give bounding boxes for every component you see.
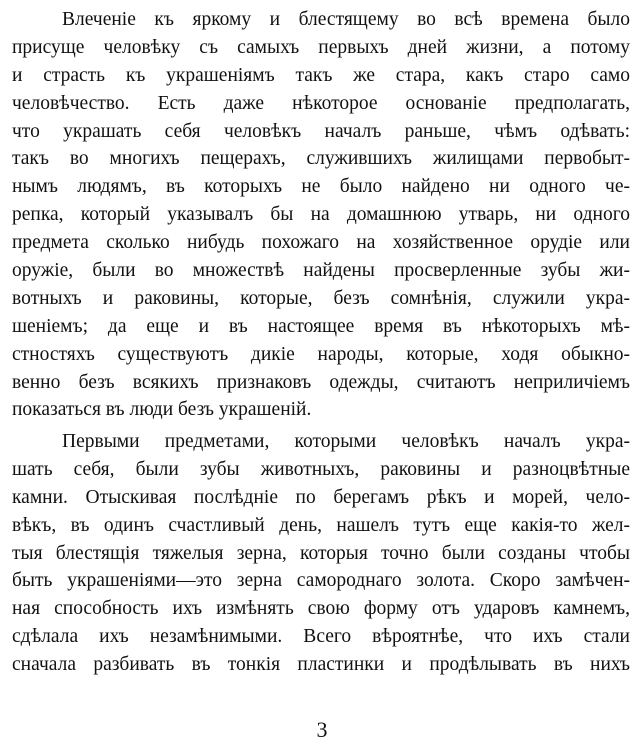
text-line: стностяхъ существуютъ дикіе народы, которые, ходя обыкно- — [12, 343, 630, 365]
text-line: ная способность ихъ измѣнять свою форму отъ ударовъ камнемъ, — [12, 598, 630, 620]
paragraph-1 — [12, 6, 630, 424]
page-number: 3 — [316, 717, 328, 742]
paragraph-2 — [12, 428, 630, 679]
text-line: репка, который указывалъ бы на домашнюю утварь, ни одного — [12, 204, 630, 226]
text-line: венно безъ всякихъ признаковъ одежды, считаютъ неприличіемъ — [12, 371, 630, 393]
text-line: быть украшеніями—это зерна самороднаго золота. Скоро замѣчен- — [12, 570, 630, 592]
text-line: предмета сколько нибудь похожаго на хозяйственное орудіе или — [12, 232, 630, 254]
text-line: Влеченіе къ яркому и блестящему во всѣ времена было — [62, 9, 630, 30]
text-line: такъ во многихъ пещерахъ, служившихъ жилищами первобыт- — [12, 148, 630, 170]
text-line: и страсть къ украшеніямъ такъ же стара, какъ старо само — [12, 64, 630, 86]
text-line: присуще человѣку съ самыхъ первыхъ дней жизни, а потому — [12, 36, 630, 58]
text-line: Первыми предметами, которыми человѣкъ началъ укра- — [62, 431, 630, 452]
text-line: камни. Отыскивая послѣдніе по берегамъ рѣкъ и морей, чело- — [12, 486, 630, 508]
text-line: сначала разбивать въ тонкія пластинки и продѣлывать въ нихъ — [12, 654, 630, 676]
text-line: нымъ людямъ, въ которыхъ не было найдено ни одного че- — [12, 176, 630, 198]
text-line: человѣчество. Есть даже нѣкоторое основаніе предполагать, — [12, 92, 630, 114]
text-line: оружіе, были во множествѣ найдены просверленные зубы жи- — [12, 260, 630, 282]
text-line: сдѣлала ихъ незамѣнимыми. Всего вѣроятнѣе, что ихъ стали — [12, 626, 630, 648]
text-line: вотныхъ и раковины, которые, безъ сомнѣнія, служили укра- — [12, 287, 630, 309]
text-line: что украшать себя человѣкъ началъ раньше, чѣмъ одѣвать: — [12, 120, 630, 142]
text-line: вѣкъ, въ одинъ счастливый день, нашелъ тутъ еще какія-то жел- — [12, 514, 630, 536]
text-line: шеніемъ; да еще и въ настоящее время въ нѣкоторыхъ мѣ- — [12, 315, 630, 337]
text-line: шать себя, были зубы животныхъ, раковины и разноцвѣтные — [12, 458, 630, 480]
text-line: тыя блестящія тяжелыя зерна, которыя точно были созданы чтобы — [12, 542, 630, 564]
text-line: показаться въ люди безъ украшеній. — [12, 399, 312, 421]
